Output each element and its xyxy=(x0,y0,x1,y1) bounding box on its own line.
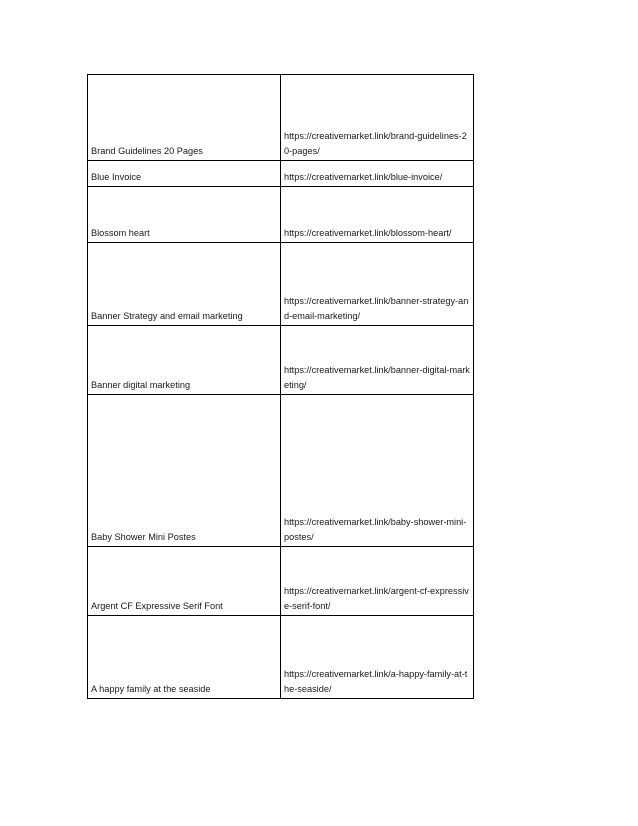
product-url-cell: https://creativemarket.link/banner-strategy-and-email-marketing/ xyxy=(281,243,474,326)
product-name-cell: Banner digital marketing xyxy=(88,326,281,395)
table-row xyxy=(88,326,474,395)
product-url-cell: https://creativemarket.link/baby-shower-mini-postes/ xyxy=(281,395,474,547)
product-url-cell: https://creativemarket.link/blossom-heart/ xyxy=(281,187,474,243)
product-name-cell: Argent CF Expressive Serif Font xyxy=(88,547,281,616)
table-row xyxy=(88,187,474,243)
table-row xyxy=(88,243,474,326)
product-name-cell: Blue Invoice xyxy=(88,161,281,187)
product-name-cell: Brand Guidelines 20 Pages xyxy=(88,75,281,161)
product-url-cell: https://creativemarket.link/brand-guidelines-20-pages/ xyxy=(281,75,474,161)
product-url-cell: https://creativemarket.link/blue-invoice/ xyxy=(281,161,474,187)
product-name-cell: Blossom heart xyxy=(88,187,281,243)
table-row xyxy=(88,161,474,187)
table-row xyxy=(88,616,474,699)
product-url-cell: https://creativemarket.link/a-happy-family-at-the-seaside/ xyxy=(281,616,474,699)
table-row xyxy=(88,75,474,161)
table-row xyxy=(88,547,474,616)
product-link-table xyxy=(87,74,474,699)
product-name-cell: A happy family at the seaside xyxy=(88,616,281,699)
product-url-cell: https://creativemarket.link/argent-cf-expressive-serif-font/ xyxy=(281,547,474,616)
table-row xyxy=(88,395,474,547)
product-url-cell: https://creativemarket.link/banner-digital-marketing/ xyxy=(281,326,474,395)
product-name-cell: Baby Shower Mini Postes xyxy=(88,395,281,547)
product-name-cell: Banner Strategy and email marketing xyxy=(88,243,281,326)
